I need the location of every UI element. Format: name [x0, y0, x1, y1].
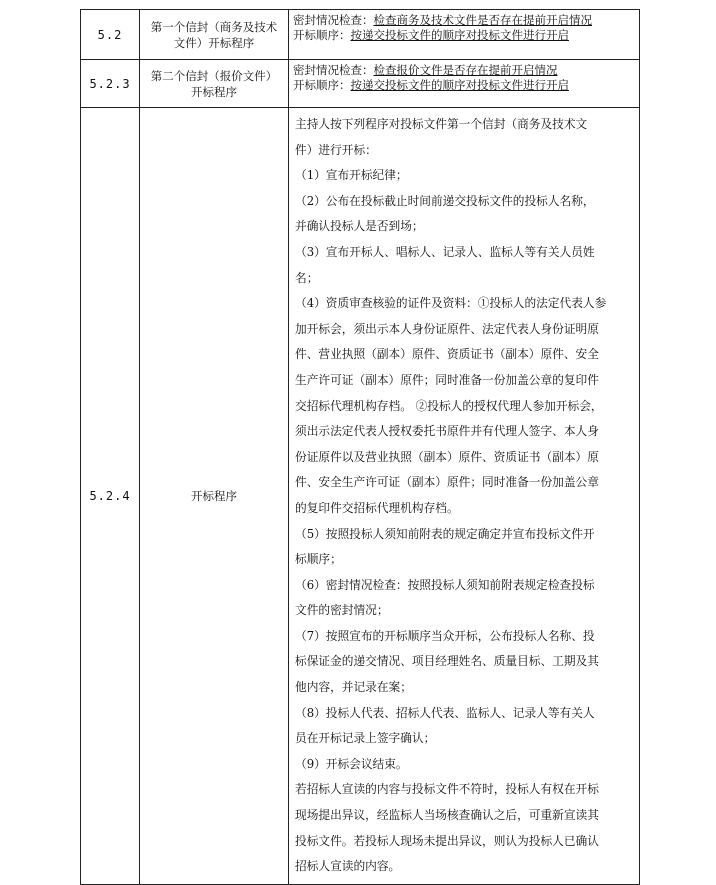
bid-opening-table [80, 9, 640, 885]
procedure-line: 招标人宣读的内容。 [295, 859, 401, 874]
line-text: 按递交投标文件的顺序对投标文件进行开启 [350, 28, 569, 42]
procedure-line: （1）宣布开标纪律； [295, 168, 408, 183]
procedure-line: 件）进行开标： [295, 142, 377, 157]
procedure-line: （4）资质审查核验的证件及资料：①投标人的法定代表人参 [295, 296, 607, 311]
procedure-line: 若招标人宣读的内容与投标文件不符时，投标人有权在开标 [295, 782, 599, 797]
table-row [81, 108, 640, 885]
procedure-line: 份证原件以及营业执照（副本）原件、资质证书（副本）原 [295, 449, 599, 464]
procedure-line: 标顺序； [295, 552, 342, 567]
line-label: 开标顺序： [293, 78, 351, 92]
procedure-line: 标保证金的递交情况、项目经理姓名、质量目标、工期及其 [295, 654, 599, 669]
procedure-line: 文件的密封情况； [295, 603, 389, 618]
procedure-line: 的复印件交招标代理机构存档。 [295, 500, 459, 515]
procedure-line: （3）宣布开标人、唱标人、记录人、监标人等有关人员姓 [295, 244, 595, 259]
clause-name: 开标程序 [140, 108, 289, 885]
clause-content [289, 60, 640, 108]
procedure-line: 交招标代理机构存档。 ②投标人的授权代理人参加开标会， [295, 398, 603, 413]
procedure-line: （7）按照宣布的开标顺序当众开标，公布投标人名称、投 [295, 628, 595, 643]
procedure-line: 员在开标记录上签字确认； [295, 731, 436, 746]
procedure-line: 须出示法定代表人授权委托书原件并有代理人签字、本人身 [295, 424, 599, 439]
procedure-content [289, 108, 640, 885]
line-label: 密封情况检查： [293, 13, 374, 27]
line-text: 检查报价文件是否存在提前开启情况 [373, 63, 558, 77]
procedure-line: （6）密封情况检查：按照投标人须知前附表规定检查投标 [295, 577, 595, 592]
clause-number: 5.2.4 [81, 108, 140, 885]
procedure-line: 件、营业执照（副本）原件、资质证书（副本）原件、安全 [295, 347, 599, 362]
procedure-line: 件、安全生产许可证（副本）原件；同时准备一份加盖公章 [295, 475, 599, 490]
procedure-line: （5）按照投标人须知前附表的规定确定并宣布投标文件开 [295, 526, 595, 541]
procedure-line: 加开标会，须出示本人身份证原件、法定代表人身份证明原 [295, 321, 599, 336]
content-line [293, 78, 635, 93]
procedure-line: 投标文件。若投标人现场未提出异议，则认为投标人已确认 [295, 833, 599, 848]
content-line [293, 28, 635, 43]
procedure-line: （8）投标人代表、招标人代表、监标人、记录人等有关人 [295, 705, 595, 720]
line-label: 开标顺序： [293, 28, 351, 42]
procedure-line: 生产许可证（副本）原件；同时准备一份加盖公章的复印件 [295, 372, 599, 387]
clause-content [289, 10, 640, 60]
procedure-line: 他内容，并记录在案； [295, 680, 412, 695]
line-label: 密封情况检查： [293, 63, 374, 77]
procedure-line: 名； [295, 270, 319, 285]
procedure-line: （9）开标会议结束。 [295, 756, 408, 771]
line-text: 按递交投标文件的顺序对投标文件进行开启 [350, 78, 569, 92]
procedure-line: 主持人按下列程序对投标文件第一个信封（商务及技术文 [295, 117, 588, 131]
line-text: 检查商务及技术文件是否存在提前开启情况 [373, 13, 592, 27]
clause-name: 第一个信封（商务及技术文件）开标程序 [140, 10, 289, 60]
content-line [293, 63, 635, 78]
table-row [81, 60, 640, 108]
procedure-line: （2）公布在投标截止时间前递交投标文件的投标人名称， [295, 193, 595, 208]
clause-number: 5.2 [81, 10, 140, 60]
clause-number: 5.2.3 [81, 60, 140, 108]
procedure-line: 并确认投标人是否到场； [295, 219, 424, 234]
table-row [81, 10, 640, 60]
clause-name: 第二个信封（报价文件）开标程序 [140, 60, 289, 108]
procedure-line: 现场提出异议，经监标人当场核查确认之后，可重新宣读其 [295, 808, 599, 823]
content-line [293, 13, 635, 28]
